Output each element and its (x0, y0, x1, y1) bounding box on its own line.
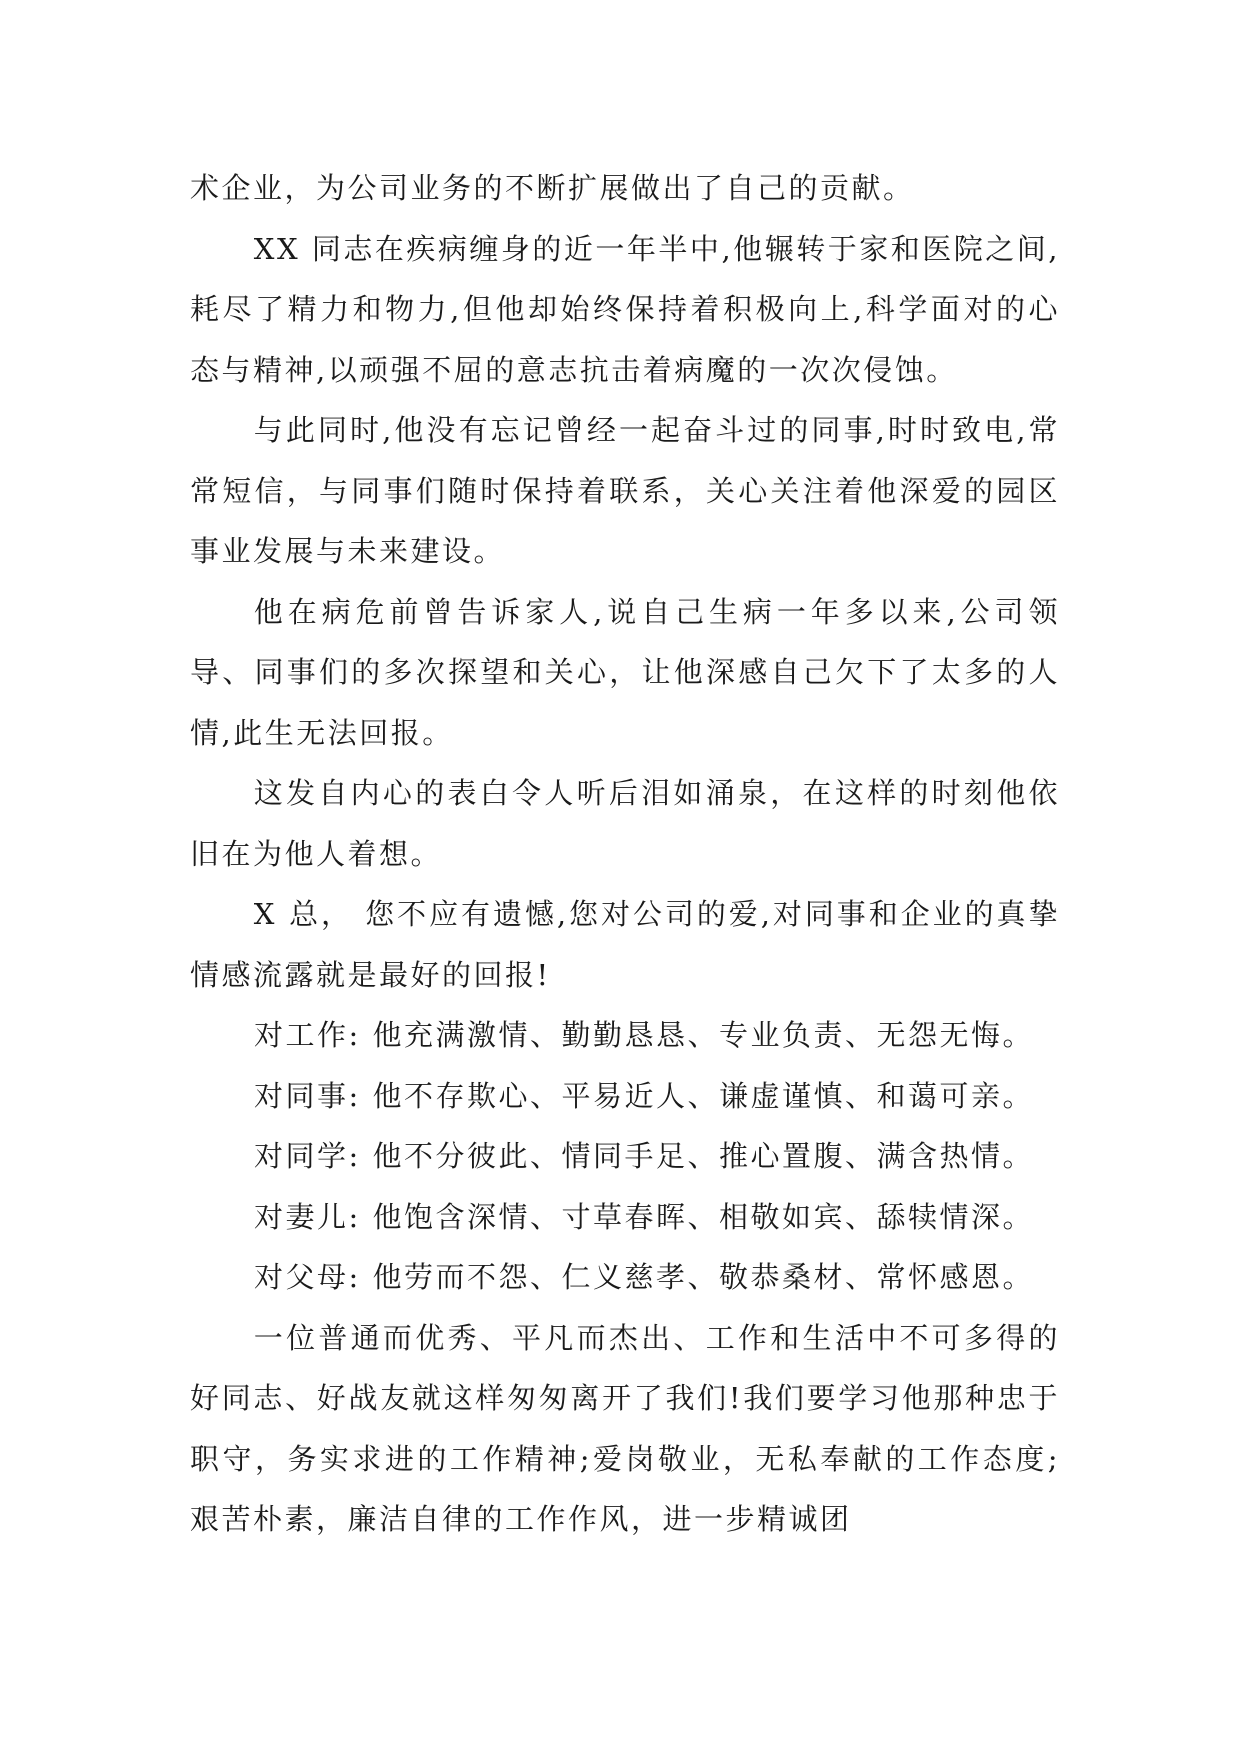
quality-work: 对工作: 他充满激情、勤勤恳恳、专业负责、无怨无悔。 (254, 1018, 1034, 1052)
quality-colleagues: 对同事: 他不存欺心、平易近人、谦虚谨慎、和蔼可亲。 (254, 1078, 1034, 1113)
paragraph-colleagues: 与此同时,他没有忘记曾经一起奋斗过的同事,时时致电,常常短信，与同事们随时保持着联系，关心关注着他深爱的园区事业发展与未来建设。 (190, 413, 1060, 568)
paragraph-no-regret: X 总， 您不应有遗憾,您对公司的爱,对同事和企业的真挚情感流露就是最好的回报! (190, 897, 1060, 992)
paragraph-gratitude: 他在病危前曾告诉家人,说自己生病一年多以来,公司领导、同事们的多次探望和关心，让他深感自己欠下了太多的人情,此生无法回报。 (190, 594, 1060, 750)
quality-classmates: 对同学: 他不分彼此、情同手足、推心置腹、满含热情。 (254, 1139, 1034, 1173)
paragraph-illness: XX 同志在疾病缠身的近一年半中,他辗转于家和医院之间,耗尽了精力和物力,但他却始终保持着积极向上,科学面对的心态与精神,以顽强不屈的意志抗击着病魔的一次次侵蚀。 (190, 231, 1060, 387)
quality-parents: 对父母: 他劳而不怨、仁义慈孝、敬恭桑材、常怀感恩。 (254, 1260, 1034, 1294)
quality-family: 对妻儿: 他饱含深情、寸草春晖、相敬如宾、舔犊情深。 (254, 1199, 1034, 1234)
paragraph-confession: 这发自内心的表白令人听后泪如涌泉，在这样的时刻他依旧在为他人着想。 (190, 776, 1060, 871)
paragraph-closing: 一位普通而优秀、平凡而杰出、工作和生活中不可多得的好同志、好战友就这样匆匆离开了我们!我们要学习他那种忠于职守，务实求进的工作精神;爱岗敬业，无私奉献的工作态度;艰苦朴素，廉洁自律的工作作风，进一步精诚团 (190, 1320, 1060, 1536)
paragraph-contribution: 术企业，为公司业务的不断扩展做出了自己的贡献。 (190, 171, 915, 205)
document-body (190, 158, 1060, 1550)
